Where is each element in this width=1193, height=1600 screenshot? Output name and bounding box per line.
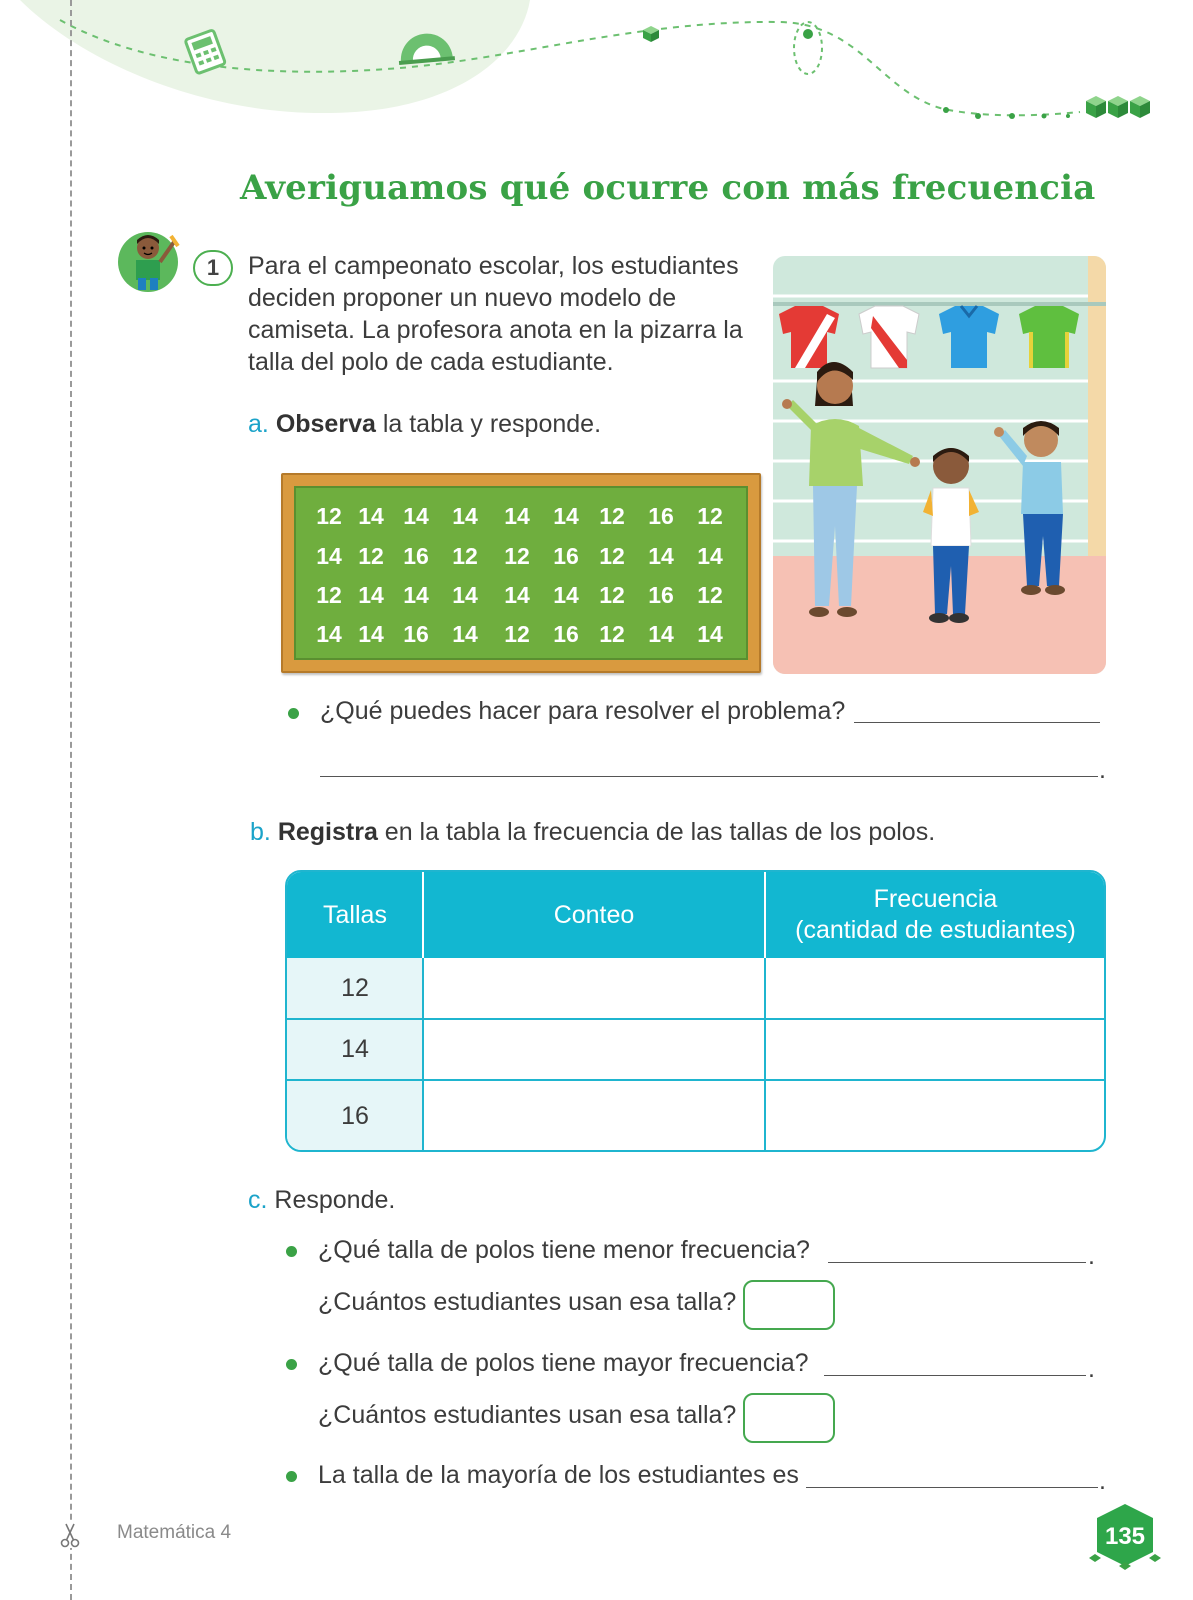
question-c1: ¿Qué talla de polos tiene menor frecuencia? <box>318 1236 810 1264</box>
problem-statement: Para el campeonato escolar, los estudiantes deciden proponer un nuevo modelo de camiseta. La profesora anota en la pizarra la talla del polo de cada estudiante. <box>248 252 743 376</box>
item-a-rest: la tabla y responde. <box>375 410 602 438</box>
blackboard-number: 12 <box>599 543 625 569</box>
blackboard-number: 12 <box>358 543 384 569</box>
page-title: Averiguamos qué ocurre con más frecuencia <box>240 168 1096 208</box>
blackboard-surface <box>294 486 748 660</box>
size-cell-16: 16 <box>287 1080 423 1152</box>
item-b-verb: Registra <box>277 818 378 846</box>
footer-book-title: Matemática 4 <box>117 1522 232 1543</box>
blackboard-number: 14 <box>504 503 530 529</box>
conteo-cell-16[interactable] <box>424 1081 764 1151</box>
period: . <box>1099 756 1106 784</box>
item-c-rest: . <box>388 1186 396 1214</box>
answer-box-c1[interactable] <box>743 1280 835 1330</box>
store-illustration <box>773 256 1106 674</box>
item-b-instruction <box>250 818 935 847</box>
blackboard-number: 16 <box>648 582 674 608</box>
size-cell-14: 14 <box>287 1019 423 1079</box>
item-c-instruction <box>248 1186 395 1215</box>
blackboard <box>281 473 761 673</box>
blackboard-number: 14 <box>697 621 723 647</box>
header-decoration <box>0 0 1193 150</box>
scissors-icon <box>58 1522 82 1548</box>
blackboard-row <box>296 503 746 533</box>
page-number-badge <box>1087 1502 1163 1570</box>
blackboard-number: 14 <box>648 543 674 569</box>
conteo-cell-12[interactable] <box>424 960 764 1018</box>
blackboard-number: 14 <box>403 582 429 608</box>
blackboard-number: 14 <box>553 582 579 608</box>
blackboard-number: 16 <box>403 543 429 569</box>
question-c3: La talla de la mayoría de los estudiantes es <box>318 1461 799 1489</box>
blackboard-number: 14 <box>452 621 478 647</box>
blackboard-number: 12 <box>599 621 625 647</box>
question-c2: ¿Qué talla de polos tiene mayor frecuencia? <box>318 1349 809 1377</box>
blackboard-number: 14 <box>553 503 579 529</box>
blackboard-number: 14 <box>403 503 429 529</box>
blackboard-number: 16 <box>403 621 429 647</box>
question-c1-sub: ¿Cuántos estudiantes usan esa talla? <box>318 1288 737 1316</box>
cut-line <box>70 0 72 1600</box>
blackboard-number: 14 <box>452 503 478 529</box>
blackboard-number: 12 <box>697 582 723 608</box>
blackboard-number: 14 <box>358 621 384 647</box>
blackboard-number: 14 <box>358 503 384 529</box>
item-c-letter: c. <box>248 1186 268 1214</box>
blackboard-number: 12 <box>504 621 530 647</box>
answer-line-c3[interactable] <box>806 1487 1098 1488</box>
answer-line-c1[interactable] <box>828 1262 1086 1263</box>
blackboard-row <box>296 621 746 651</box>
header-tallas: Tallas <box>287 872 423 958</box>
blackboard-number: 12 <box>316 582 342 608</box>
header-frecuencia <box>765 872 1106 958</box>
item-a-verb: Observa <box>275 410 376 438</box>
frequency-table <box>285 870 1106 1152</box>
frecuencia-cell-12[interactable] <box>766 960 1106 1018</box>
answer-box-c2[interactable] <box>743 1393 835 1443</box>
period: . <box>1088 1242 1095 1270</box>
blackboard-number: 14 <box>697 543 723 569</box>
conteo-cell-14[interactable] <box>424 1020 764 1078</box>
blackboard-number: 14 <box>316 543 342 569</box>
blackboard-number: 12 <box>316 503 342 529</box>
item-c-verb: Responde <box>274 1186 389 1214</box>
item-a-letter: a. <box>248 410 269 438</box>
blackboard-number: 12 <box>599 582 625 608</box>
bullet-icon <box>286 1359 297 1370</box>
blackboard-row <box>296 543 746 573</box>
blackboard-number: 14 <box>358 582 384 608</box>
blackboard-number: 12 <box>697 503 723 529</box>
cube-icon <box>643 26 659 42</box>
blackboard-row <box>296 582 746 612</box>
answer-line-c2[interactable] <box>824 1375 1086 1376</box>
item-a-instruction <box>248 410 601 439</box>
header-frecuencia-line1: Frecuencia <box>873 885 998 913</box>
header-frecuencia-line2: (cantidad de estudiantes) <box>795 916 1076 944</box>
header-conteo: Conteo <box>423 872 765 958</box>
blackboard-number: 16 <box>553 543 579 569</box>
blackboard-number: 14 <box>452 582 478 608</box>
blackboard-number: 12 <box>452 543 478 569</box>
bullet-icon <box>286 1246 297 1257</box>
size-cell-12: 12 <box>287 958 423 1018</box>
cubes-icon <box>1086 96 1150 118</box>
item-b-rest: en la tabla la frecuencia de las tallas de los polos. <box>377 818 936 846</box>
blackboard-number: 16 <box>553 621 579 647</box>
problem-number-badge: 1 <box>193 250 233 286</box>
bullet-icon <box>288 708 299 719</box>
period: . <box>1088 1355 1095 1383</box>
answer-line-a1[interactable] <box>854 722 1100 723</box>
ring-icon <box>794 22 822 74</box>
question-c2-sub: ¿Cuántos estudiantes usan esa talla? <box>318 1401 737 1429</box>
blackboard-number: 12 <box>504 543 530 569</box>
frecuencia-cell-14[interactable] <box>766 1020 1106 1078</box>
period: . <box>1099 1467 1106 1495</box>
frecuencia-cell-16[interactable] <box>766 1081 1106 1151</box>
bullet-icon <box>286 1471 297 1482</box>
blackboard-number: 16 <box>648 503 674 529</box>
question-a: ¿Qué puedes hacer para resolver el problema? <box>320 697 846 725</box>
page-number: 135 <box>1104 1523 1146 1550</box>
blackboard-number: 14 <box>648 621 674 647</box>
blackboard-number: 14 <box>504 582 530 608</box>
blackboard-number: 12 <box>599 503 625 529</box>
blackboard-number: 14 <box>316 621 342 647</box>
item-b-letter: b. <box>250 818 271 846</box>
student-avatar-icon <box>116 224 180 296</box>
answer-line-a2[interactable] <box>320 776 1098 777</box>
